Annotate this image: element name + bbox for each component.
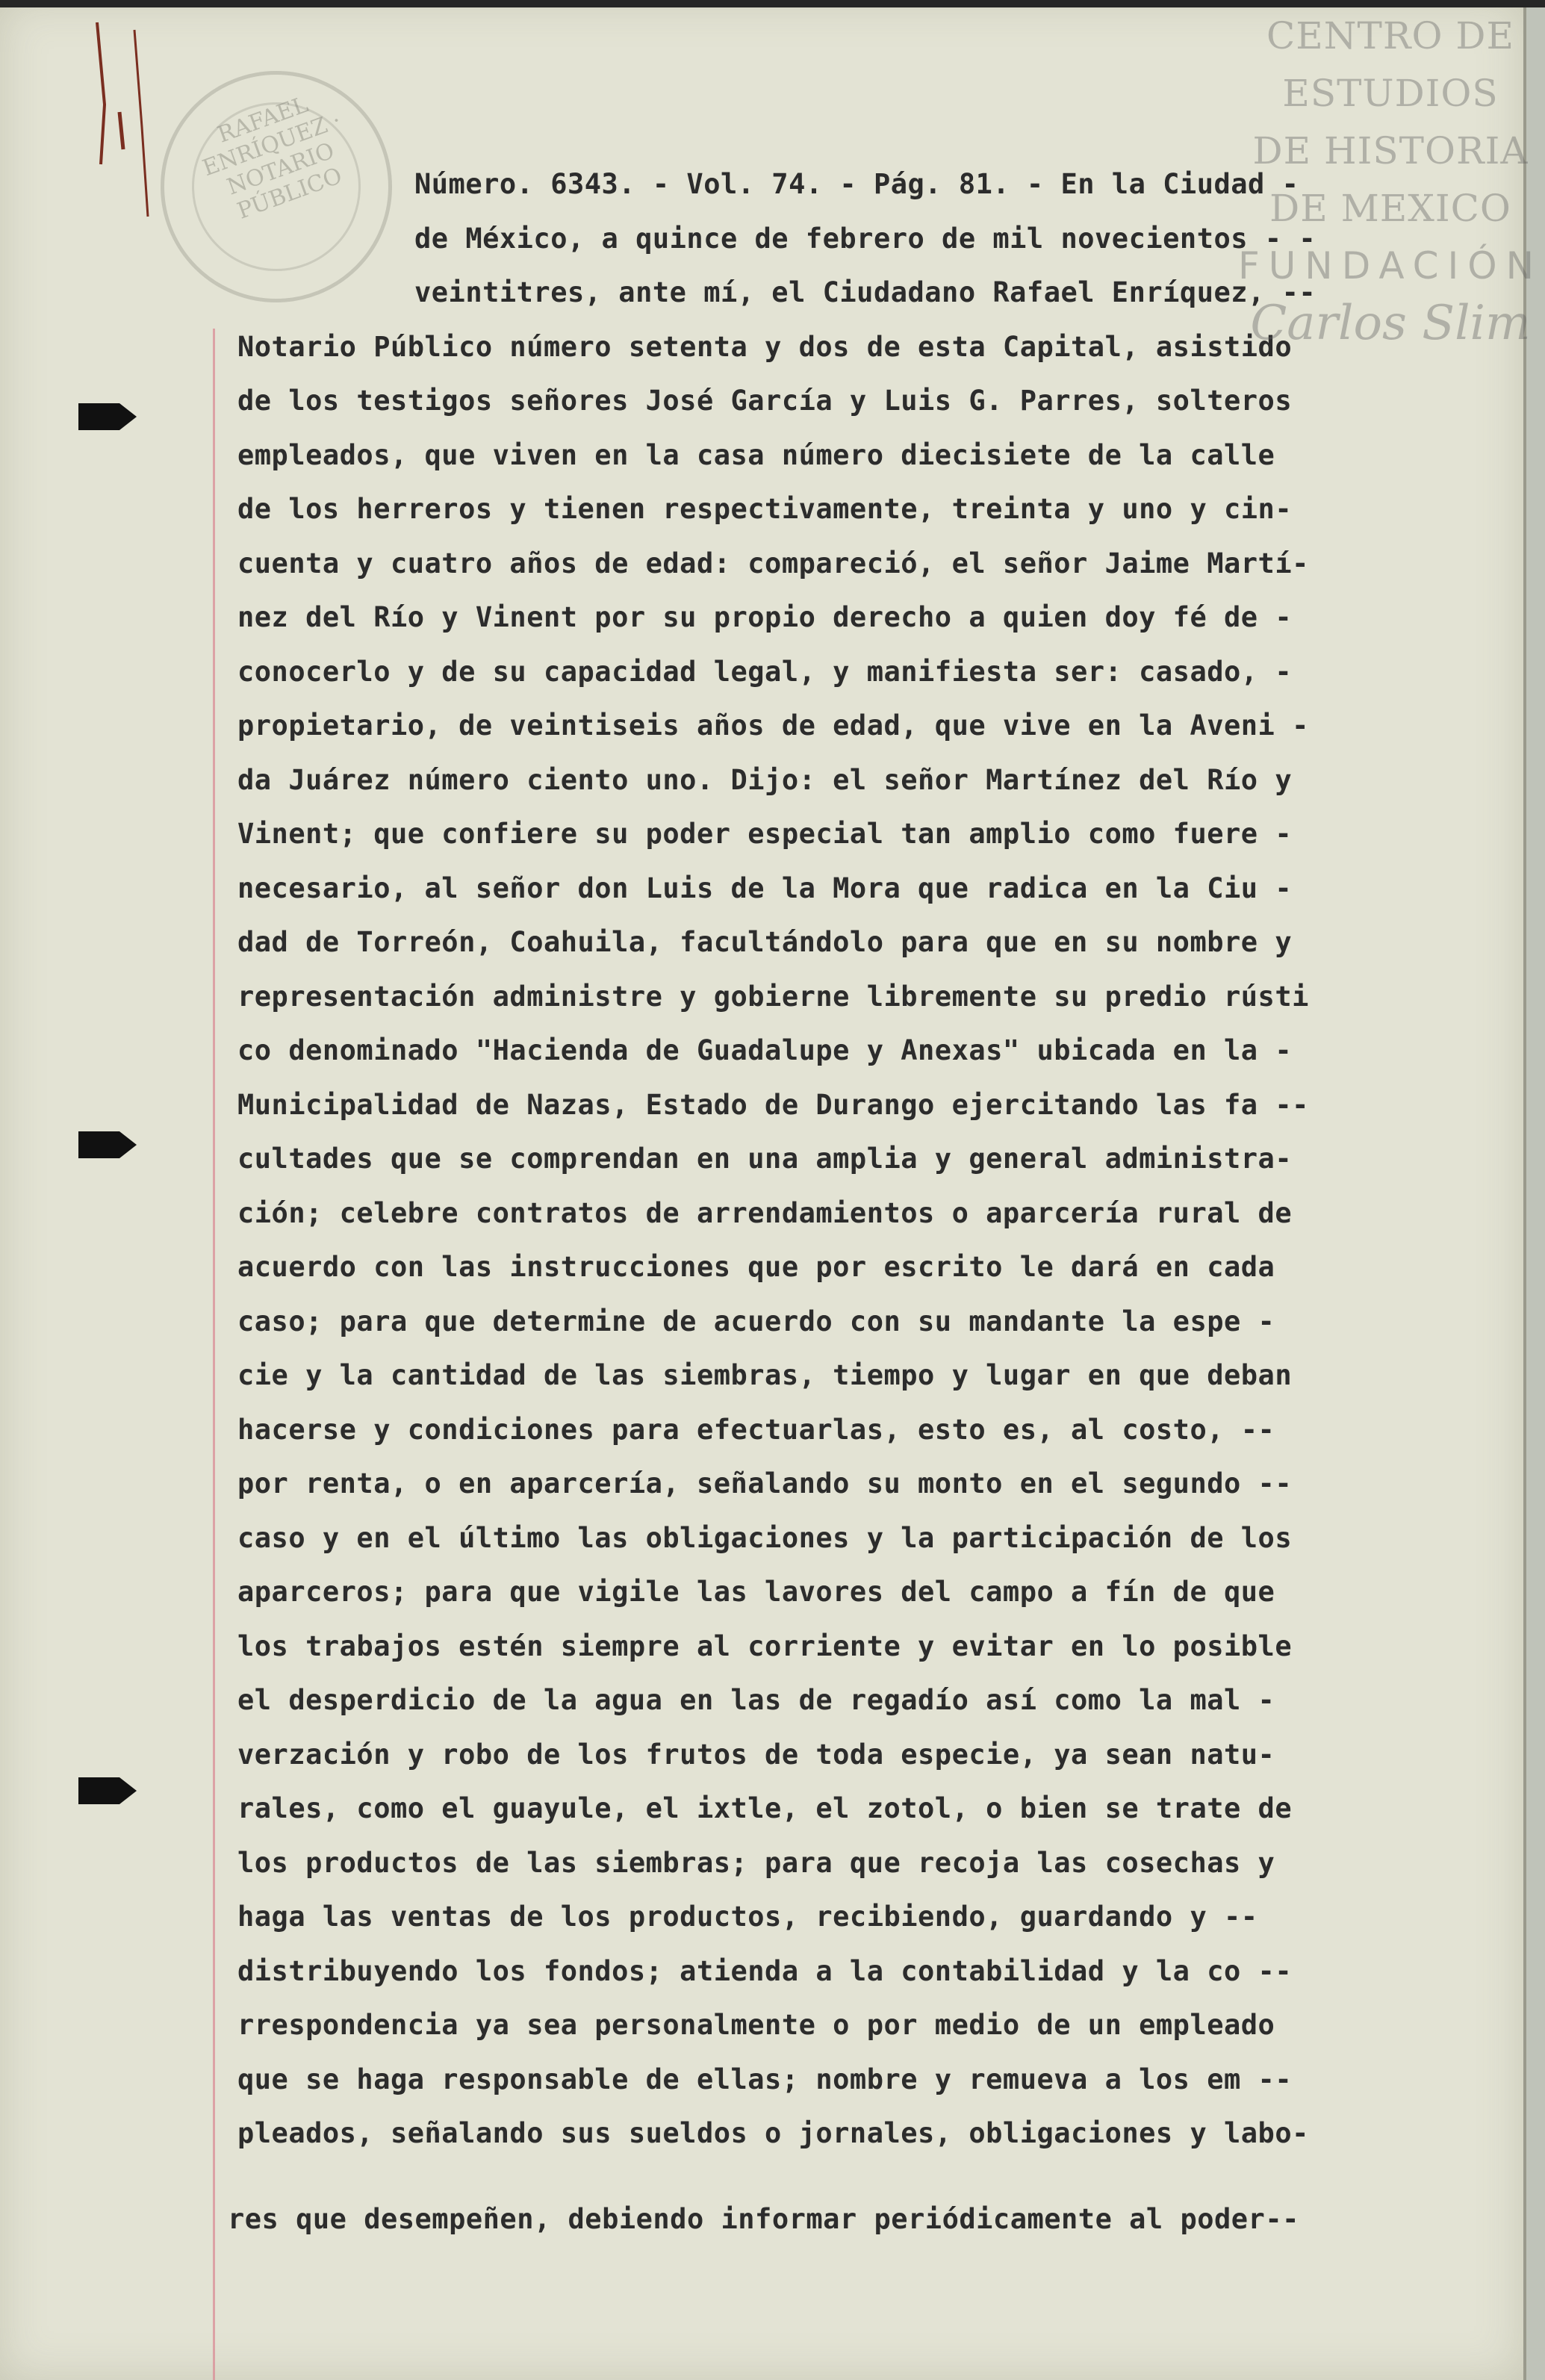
document-line: rales, como el guayule, el ixtle, el zotol, o bien se trate de [237, 1792, 1293, 1824]
document-line: acuerdo con las instrucciones que por escrito le dará en cada [237, 1251, 1275, 1283]
document-line: veintitres, ante mí, el Ciudadano Rafael Enríquez, -- [414, 276, 1316, 308]
watermark-line: FUNDACIÓN [1237, 244, 1544, 288]
document-line: Vinent; que confiere su poder especial tan amplio como fuere - [237, 818, 1293, 850]
document-line: distribuyendo los fondos; atienda a la contabilidad y la co -- [237, 1955, 1293, 1987]
document-line: propietario, de veintiseis años de edad, que vive en la Aveni - [237, 709, 1309, 742]
binder-hole-3 [78, 1770, 137, 1812]
document-line: aparceros; para que vigile las lavores del campo a fín de que [237, 1576, 1275, 1608]
scan-top-edge [0, 0, 1545, 7]
document-line: por renta, o en aparcería, señalando su monto en el segundo -- [237, 1467, 1293, 1500]
watermark-line: CENTRO DE [1266, 14, 1514, 58]
document-line: caso y en el último las obligaciones y la participación de los [237, 1522, 1293, 1554]
document-line: necesario, al señor don Luis de la Mora que radica en la Ciu - [237, 872, 1293, 904]
notary-seal-stamp [161, 71, 392, 302]
document-line: Municipalidad de Nazas, Estado de Durango ejercitando las fa -- [237, 1089, 1309, 1121]
document-line: de los testigos señores José García y Luis G. Parres, solteros [237, 385, 1293, 417]
document-line: dad de Torreón, Coahuila, facultándolo para que en su nombre y [237, 926, 1293, 958]
watermark-line: DE HISTORIA [1252, 129, 1529, 173]
watermark-line: ESTUDIOS [1282, 72, 1499, 115]
binder-hole-2 [78, 1124, 137, 1166]
document-line: cultades que se comprendan en una amplia y general administra- [237, 1143, 1293, 1175]
document-line: caso; para que determine de acuerdo con su mandante la espe - [237, 1305, 1275, 1337]
seal-text: RAFAEL ENRÍQUEZ · NOTARIO PÚBLICO [199, 91, 346, 225]
document-line: el desperdicio de la agua en las de regadío así como la mal - [237, 1684, 1275, 1716]
document-line: haga las ventas de los productos, recibiendo, guardando y -- [237, 1901, 1258, 1933]
document-line: co denominado "Hacienda de Guadalupe y Anexas" ubicada en la - [237, 1034, 1293, 1066]
document-line: hacerse y condiciones para efectuarlas, esto es, al costo, -- [237, 1414, 1275, 1446]
document-line: Notario Público número setenta y dos de esta Capital, asistido [237, 331, 1293, 363]
document-line: verzación y robo de los frutos de toda especie, ya sean natu- [237, 1739, 1275, 1771]
document-line: res que desempeñen, debiendo informar periódicamente al poder-- [228, 2203, 1299, 2235]
document-line: cie y la cantidad de las siembras, tiempo y lugar en que deban [237, 1359, 1293, 1391]
document-line: los productos de las siembras; para que recoja las cosechas y [237, 1847, 1275, 1879]
archive-watermark [1236, 7, 1545, 381]
red-margin-line [213, 329, 215, 2380]
document-line: Número. 6343. - Vol. 74. - Pág. 81. - En la Ciudad - [414, 168, 1299, 200]
document-line: rrespondencia ya sea personalmente o por medio de un empleado [237, 2009, 1275, 2041]
document-line: representación administre y gobierne libremente su predio rústi [237, 981, 1309, 1013]
ink-scratch-marks [90, 15, 149, 224]
document-line: los trabajos estén siempre al corriente y evitar en lo posible [237, 1630, 1293, 1662]
document-line: ción; celebre contratos de arrendamientos o aparcería rural de [237, 1197, 1293, 1229]
watermark-line: DE MEXICO [1269, 187, 1511, 230]
document-line: da Juárez número ciento uno. Dijo: el señor Martínez del Río y [237, 764, 1293, 796]
document-line: conocerlo y de su capacidad legal, y manifiesta ser: casado, - [237, 656, 1293, 688]
document-line: de México, a quince de febrero de mil novecientos - - [414, 223, 1316, 255]
binder-hole-1 [78, 396, 137, 438]
watermark-signature: Carlos Slim [1250, 296, 1531, 351]
document-line: empleados, que viven en la casa número diecisiete de la calle [237, 439, 1275, 471]
document-line: pleados, señalando sus sueldos o jornales, obligaciones y labo- [237, 2117, 1309, 2149]
document-line: nez del Río y Vinent por su propio derecho a quien doy fé de - [237, 601, 1293, 633]
document-line: cuenta y cuatro años de edad: compareció, el señor Jaime Martí- [237, 547, 1309, 580]
document-line: que se haga responsable de ellas; nombre y remueva a los em -- [237, 2063, 1293, 2095]
document-line: de los herreros y tienen respectivamente, treinta y uno y cin- [237, 493, 1293, 525]
